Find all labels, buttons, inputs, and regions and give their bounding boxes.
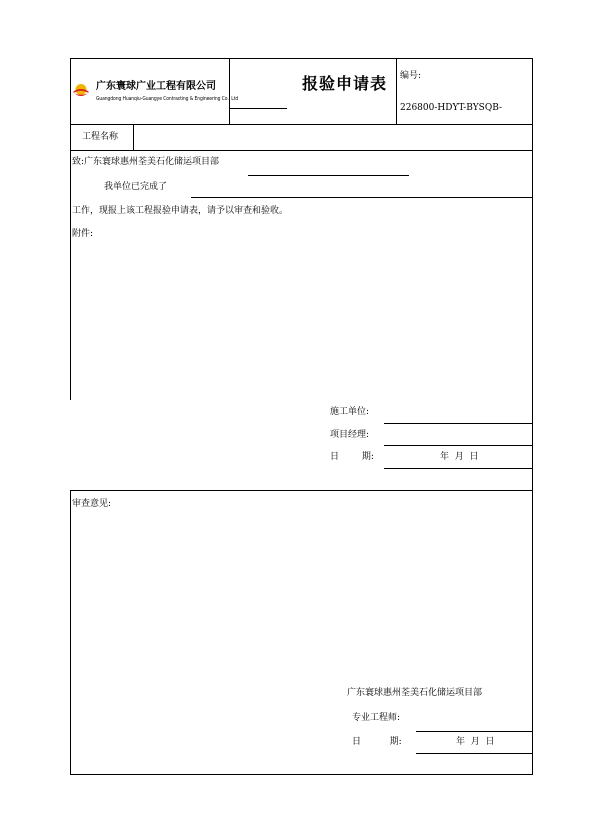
review-date-value: 年 月 日 xyxy=(456,737,495,747)
review-opinion-label: 审查意见: xyxy=(72,499,112,509)
company-name-en: Guangdong Huanqiu-Guangye Contracting & Engineering Co., Ltd xyxy=(96,96,239,102)
project-right-border xyxy=(532,124,533,151)
review-bottom-border xyxy=(70,774,533,775)
review-left-border xyxy=(70,490,71,775)
engineer-field[interactable] xyxy=(416,731,532,732)
completed-work-underline[interactable] xyxy=(191,197,532,198)
application-date-value: 年 月 日 xyxy=(440,452,479,462)
project-manager-label: 项目经理: xyxy=(330,430,370,440)
page-title: 报验申请表 xyxy=(302,74,388,93)
number-value: 226800-HDYT-BYSQB- xyxy=(400,103,503,113)
application-date-field[interactable] xyxy=(384,468,532,469)
application-right-border xyxy=(532,150,533,491)
header-bottom-border xyxy=(70,124,533,125)
review-opinion-field[interactable] xyxy=(74,515,528,680)
header-divider-2 xyxy=(396,58,397,125)
review-right-border xyxy=(532,490,533,775)
application-date-label: 日 期: xyxy=(330,452,374,462)
header-left-border xyxy=(70,58,71,125)
review-dept-name: 广东寰球惠州荃美石化储运项目部 xyxy=(347,688,483,698)
company-name-cn: 广东寰球广业工程有限公司 xyxy=(96,81,216,92)
addressee-underline xyxy=(248,175,409,176)
attachment-label: 附件: xyxy=(72,229,94,239)
header-right-border xyxy=(532,58,533,125)
project-divider xyxy=(133,124,134,151)
application-bottom-border xyxy=(70,490,533,491)
company-logo xyxy=(72,82,90,100)
header-top-border xyxy=(70,58,533,59)
contractor-field[interactable] xyxy=(384,423,532,424)
title-underline xyxy=(229,108,287,109)
company-logo-icon xyxy=(72,82,90,100)
header-divider-1 xyxy=(229,58,230,125)
review-date-label: 日 期: xyxy=(352,737,402,747)
review-date-field[interactable] xyxy=(416,753,532,754)
addressee-line: 致:广东寰球惠州荃美石化储运项目部 xyxy=(72,157,220,167)
contractor-label: 施工单位: xyxy=(330,407,370,417)
project-name-label: 工程名称 xyxy=(82,132,119,142)
statement-text: 工作，现报上该工程报验申请表，请予以审查和验收。 xyxy=(72,206,289,216)
project-manager-field[interactable] xyxy=(384,445,532,446)
project-left-border xyxy=(70,124,71,151)
completed-text: 我单位已完成了 xyxy=(104,182,168,192)
project-name-field[interactable] xyxy=(136,127,528,147)
application-left-border xyxy=(70,150,71,400)
number-label: 编号: xyxy=(400,71,422,81)
project-bottom-border xyxy=(70,150,533,151)
engineer-label: 专业工程师: xyxy=(352,713,401,723)
